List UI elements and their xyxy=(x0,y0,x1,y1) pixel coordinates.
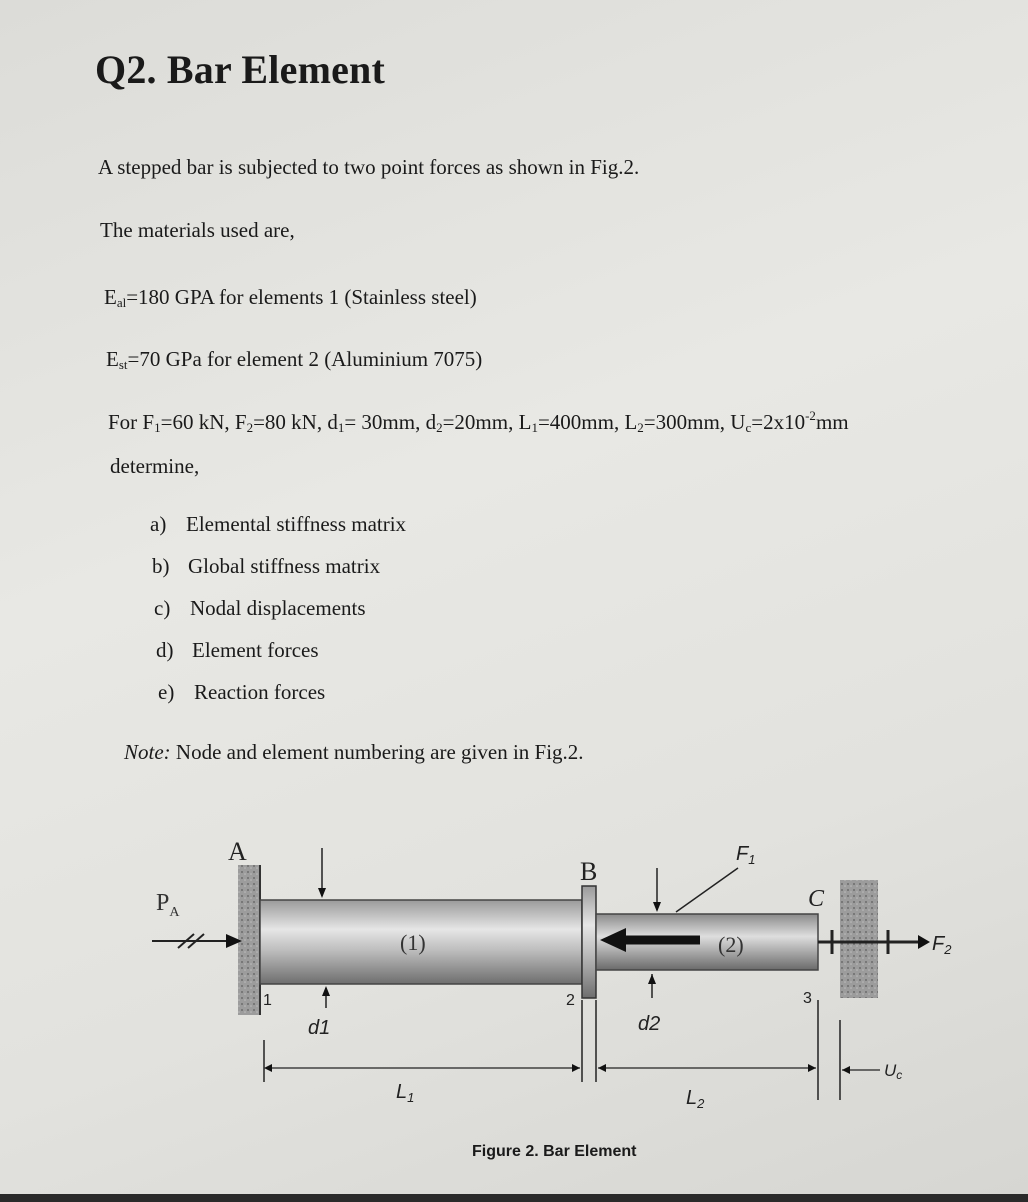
material-1: $E_{al}=180$ GPA for elements 1 (Stainless steel) xyxy=(104,285,477,310)
list-item: d) Element forces xyxy=(156,638,319,662)
intro-text: A stepped bar is subjected to two point forces as shown in Fig.2. xyxy=(98,155,640,179)
list-item: a) Elemental stiffness matrix xyxy=(150,512,407,536)
list-item: e) Reaction forces xyxy=(158,680,326,704)
determine-text: determine, xyxy=(110,454,200,478)
label-node-3: 3 xyxy=(803,990,812,1007)
label-uc: Uc xyxy=(884,1061,903,1082)
list-item: c) Nodal displacements xyxy=(154,596,366,620)
left-wall xyxy=(238,865,260,1015)
given-values: For $F_1=60$ kN, $F_2=80$ kN, $d_1= 30mm$, $d_2=20mm$, $L_1=400mm$, $L_2=300mm$, $U_c=2x10^{-2}mm$ xyxy=(108,408,849,435)
list-item: b) Global stiffness matrix xyxy=(152,554,381,578)
label-node-2: 2 xyxy=(566,992,575,1009)
label-element-1: (1) xyxy=(400,930,426,955)
label-a: A xyxy=(228,837,247,866)
f2-arrowhead xyxy=(918,935,930,949)
right-wall xyxy=(840,880,878,998)
question-title: Q2. Bar Element xyxy=(95,47,386,92)
label-f2: $F_2$ xyxy=(932,933,952,957)
label-l2: $L_2$ xyxy=(686,1087,705,1111)
label-c: C xyxy=(808,886,825,912)
note: Note: Node and element numbering are given in Fig.2. xyxy=(124,740,584,764)
label-node-1: 1 xyxy=(263,992,272,1009)
label-f1: $F_1$ xyxy=(736,843,756,867)
label-l1: $L_1$ xyxy=(396,1081,415,1105)
label-b: B xyxy=(580,857,598,886)
label-d1: d1 xyxy=(308,1017,331,1039)
label-pa: $P_A$ xyxy=(156,890,180,920)
figure-caption: Figure 2. Bar Element xyxy=(472,1143,637,1160)
label-element-2: (2) xyxy=(718,932,744,957)
material-2: $E_{st}=70$ GPa for element 2 (Aluminium 7075) xyxy=(106,347,483,372)
task-list xyxy=(150,512,406,722)
flange-b xyxy=(582,886,596,998)
label-d2: d2 xyxy=(638,1013,661,1035)
screen-edge xyxy=(0,1194,1028,1202)
materials-intro: The materials used are, xyxy=(100,218,295,242)
bar-element-figure xyxy=(0,820,1028,1150)
